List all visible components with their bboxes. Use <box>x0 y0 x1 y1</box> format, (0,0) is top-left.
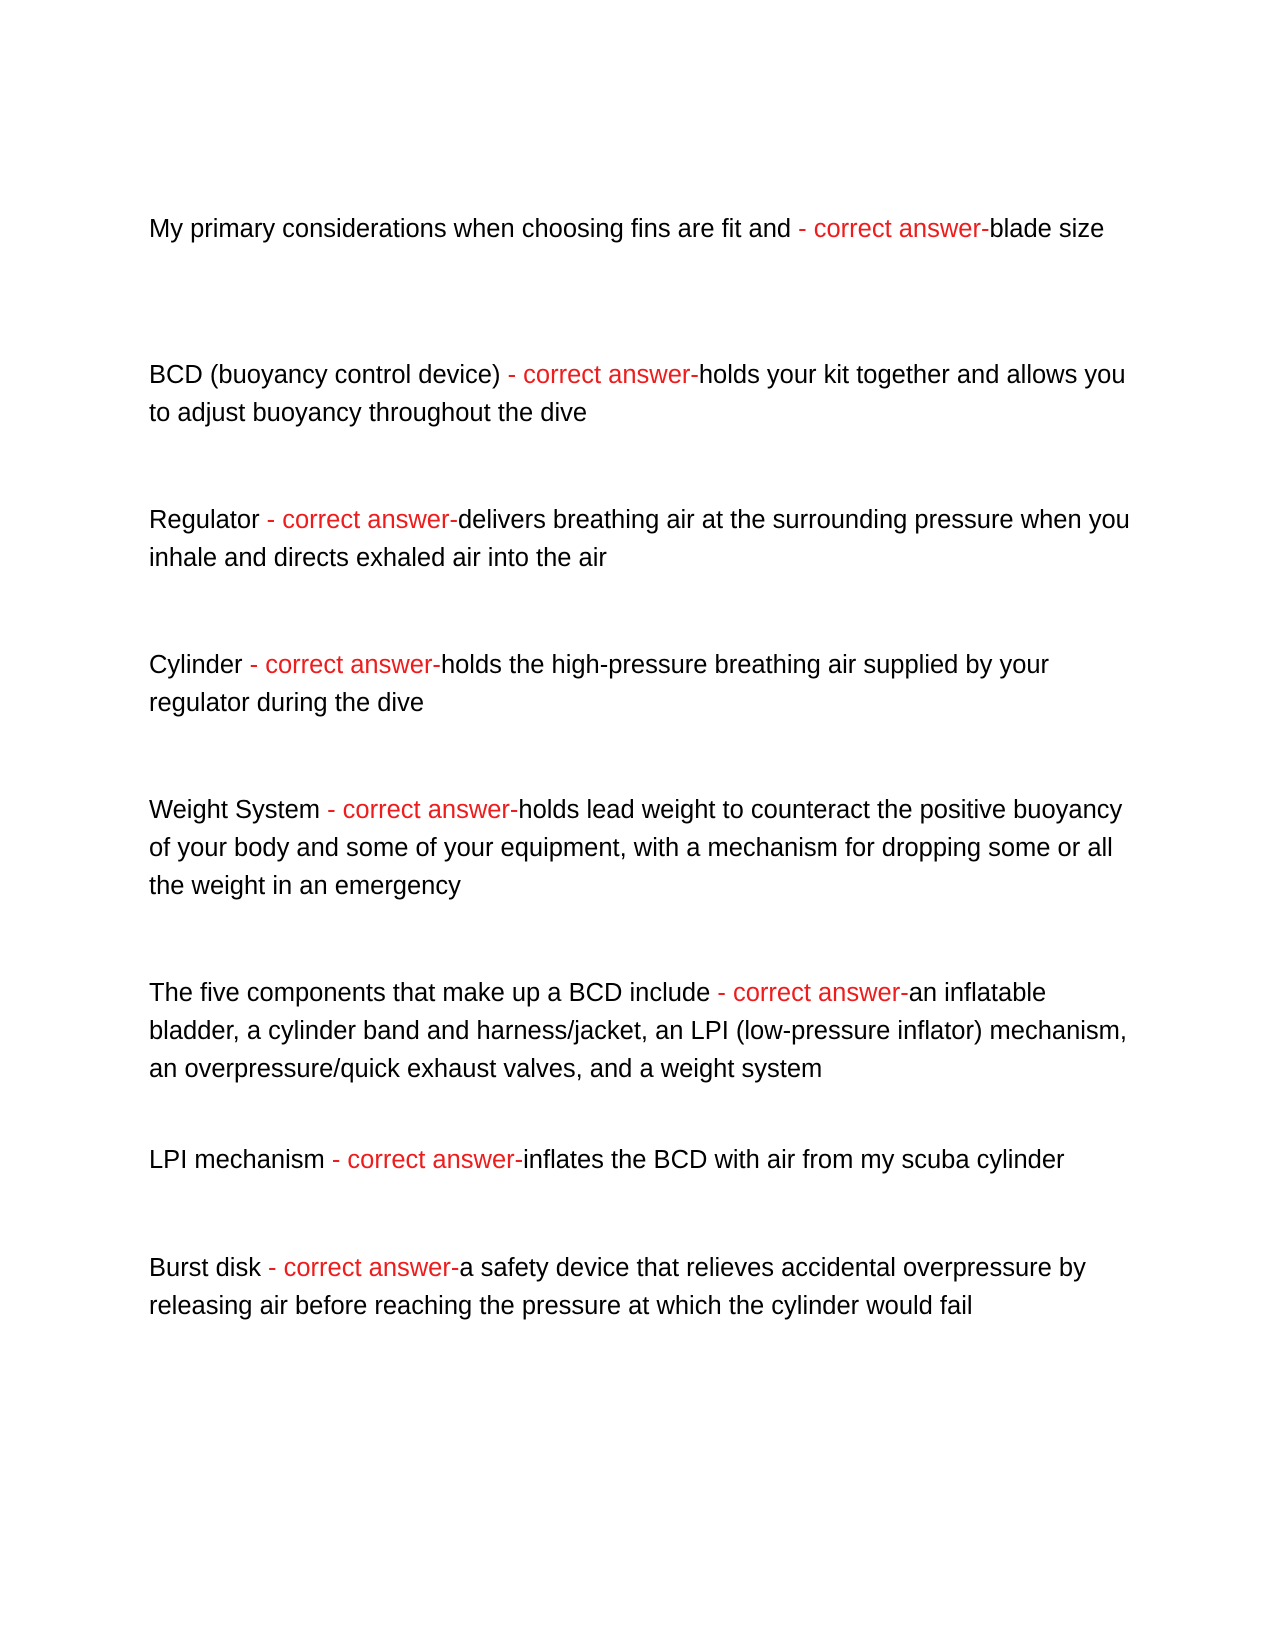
qa-item <box>149 1249 1139 1325</box>
qa-answer: inflates the BCD with air from my scuba cylinder <box>523 1146 1065 1174</box>
qa-answer: holds your kit together and allows you to adjust buoyancy throughout the dive <box>149 361 1126 427</box>
qa-item <box>149 791 1139 905</box>
qa-term: Burst disk <box>149 1254 261 1282</box>
answer-separator: - correct answer- <box>268 1254 460 1282</box>
qa-term: My primary considerations when choosing fins are fit and <box>149 215 792 243</box>
answer-separator: - correct answer- <box>507 361 699 389</box>
answer-separator: - correct answer- <box>798 215 990 243</box>
qa-answer: holds the high-pressure breathing air supplied by your regulator during the dive <box>149 651 1050 717</box>
answer-separator: - correct answer- <box>266 506 458 534</box>
qa-item <box>149 974 1139 1088</box>
qa-answer: blade size <box>989 215 1105 243</box>
answer-separator: - correct answer- <box>327 796 519 824</box>
qa-item <box>149 1141 1139 1179</box>
answer-separator: - correct answer- <box>717 979 909 1007</box>
qa-term: Regulator <box>149 506 260 534</box>
qa-answer: delivers breathing air at the surrounding pressure when you inhale and directs exhaled air into the air <box>149 506 1130 572</box>
qa-term: The five components that make up a BCD include <box>149 979 711 1007</box>
answer-separator: - correct answer- <box>331 1146 524 1174</box>
qa-item <box>149 501 1139 577</box>
qa-answer: a safety device that relieves accidental overpressure by releasing air before reaching the pressure at which the cylinder would fail <box>149 1254 1086 1320</box>
qa-item <box>149 210 1139 248</box>
qa-term: BCD (buoyancy control device) <box>149 361 501 389</box>
qa-answer: an inflatable bladder, a cylinder band and harness/jacket, an LPI (low-pressure inflator) mechanism, an overpressure/quick exhaust valves, and a weight system <box>149 979 1128 1083</box>
answer-separator: - correct answer- <box>249 651 441 679</box>
qa-answer: holds lead weight to counteract the positive buoyancy of your body and some of your equipment, with a mechanism for dropping some or all the weight in an emergency <box>149 796 1123 900</box>
qa-item <box>149 356 1139 432</box>
qa-term: LPI mechanism <box>149 1146 325 1174</box>
qa-term: Cylinder <box>149 651 243 679</box>
qa-item <box>149 646 1139 722</box>
qa-term: Weight System <box>149 796 321 824</box>
